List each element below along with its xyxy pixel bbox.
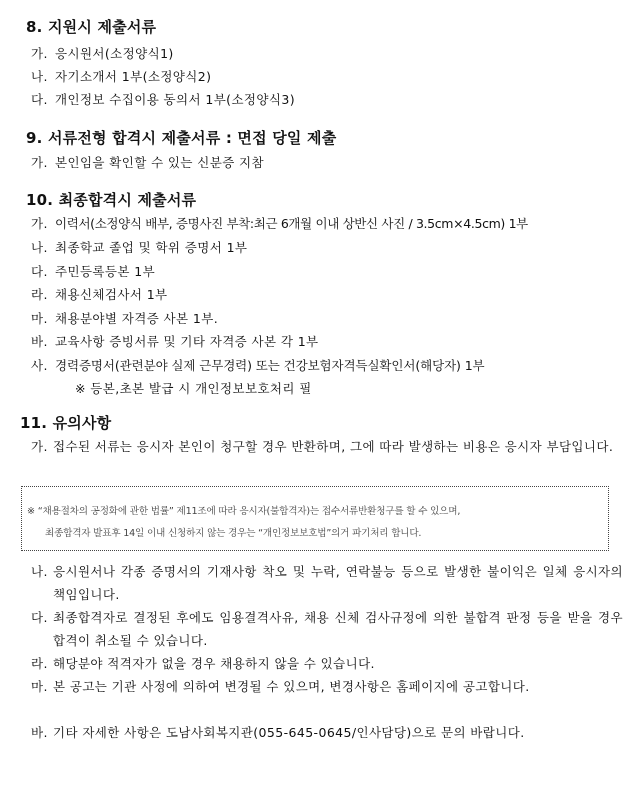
item-text: 최종합격자로 결정된 후에도 임용결격사유, 채용 신체 검사규정에 의한 불합격 판정 등을 받을 경우 합격이 취소될 수 있습니다.: [53, 610, 623, 648]
section-8-title: 8. 지원시 제출서류: [26, 18, 157, 36]
section-10-note: ※ 등본,초본 발급 시 개인정보보호처리 필: [75, 381, 312, 396]
section-11-item-2: [31, 560, 623, 606]
notice-box: [21, 486, 609, 551]
item-text: 응시원서나 각종 증명서의 기재사항 착오 및 누락, 연락불능 등으로 발생한 불이익은 일체 응시자의 책임입니다.: [53, 564, 623, 602]
section-10-item-4: [31, 285, 168, 303]
item-text: 본 공고는 기관 사정에 의하여 변경될 수 있으며, 변경사항은 홈페이지에 공고합니다.: [53, 679, 530, 694]
item-text: 해당분야 적격자가 없을 경우 채용하지 않을 수 있습니다.: [53, 656, 375, 671]
item-marker: 마.: [31, 311, 48, 326]
item-text: 교육사항 증빙서류 및 기타 자격증 사본 각 1부: [55, 334, 319, 349]
section-11-item-4: [31, 652, 623, 675]
item-marker: 라.: [31, 656, 48, 671]
item-marker: 라.: [31, 287, 48, 302]
item-marker: 가.: [31, 439, 48, 454]
notice-line-1: ※ “채용절차의 공정화에 관한 법률” 제11조에 따라 응시자(불합격자)는 접수서류반환청구를 할 수 있으며,: [27, 506, 461, 517]
item-text: 자기소개서 1부(소정양식2): [55, 69, 212, 84]
item-marker: 바.: [31, 725, 48, 740]
item-marker: 다.: [31, 610, 48, 625]
section-8-item-1: [31, 44, 174, 62]
item-text: 최종학교 졸업 및 학위 증명서 1부: [55, 240, 248, 255]
section-11-item-3: [31, 606, 623, 652]
section-10-item-3: [31, 262, 155, 280]
item-text: 접수된 서류는 응시자 본인이 청구할 경우 반환하며, 그에 따라 발생하는 비용은 응시자 부담입니다.: [53, 439, 614, 454]
item-marker: 나.: [31, 240, 48, 255]
notice-line-2: 최종합격자 발표후 14일 이내 신청하지 않는 경우는 “개인정보보호법”의거 파기처리 합니다.: [45, 528, 422, 539]
item-marker: 가.: [31, 216, 48, 231]
item-marker: 바.: [31, 334, 48, 349]
item-marker: 나.: [31, 564, 48, 579]
section-9-title: 9. 서류전형 합격시 제출서류 : 면접 당일 제출: [26, 129, 337, 147]
item-text: 기타 자세한 사항은 도남사회복지관(055-645-0645/인사담당)으로 문의 바랍니다.: [53, 725, 525, 740]
item-marker: 가.: [31, 46, 48, 61]
section-8-item-3: [31, 90, 295, 108]
item-marker: 가.: [31, 155, 48, 170]
section-10-item-2: [31, 238, 247, 256]
section-10-item-1: [31, 214, 528, 232]
section-10-item-5: [31, 309, 218, 327]
item-text: 주민등록등본 1부: [55, 264, 156, 279]
item-text: 경력증명서(관련분야 실제 근무경력) 또는 건강보험자격득실확인서(해당자) 1부: [55, 358, 485, 373]
section-10-title: 10. 최종합격시 제출서류: [26, 191, 197, 209]
section-8-item-2: [31, 67, 211, 85]
item-marker: 나.: [31, 69, 48, 84]
section-11-item-6: [31, 721, 623, 744]
item-marker: 마.: [31, 679, 48, 694]
item-marker: 다.: [31, 264, 48, 279]
section-11-item-5: [31, 675, 623, 698]
item-text: 개인정보 수집이용 동의서 1부(소정양식3): [55, 92, 295, 107]
item-text: 채용분야별 자격증 사본 1부.: [55, 311, 219, 326]
section-10-item-7: [31, 356, 485, 374]
section-11-title: 11. 유의사항: [20, 414, 112, 432]
item-text: 본인임을 확인할 수 있는 신분증 지참: [55, 155, 264, 170]
item-text: 응시원서(소정양식1): [55, 46, 174, 61]
item-marker: 다.: [31, 92, 48, 107]
section-9-item-1: [31, 153, 264, 171]
section-10-item-6: [31, 332, 319, 350]
item-text: 채용신체검사서 1부: [55, 287, 168, 302]
item-text: 이력서(소정양식 배부, 증명사진 부착:최근 6개월 이내 상반신 사진 / 3.5cm×4.5cm) 1부: [55, 216, 528, 231]
item-marker: 사.: [31, 358, 48, 373]
section-11-item-1: [31, 435, 623, 458]
